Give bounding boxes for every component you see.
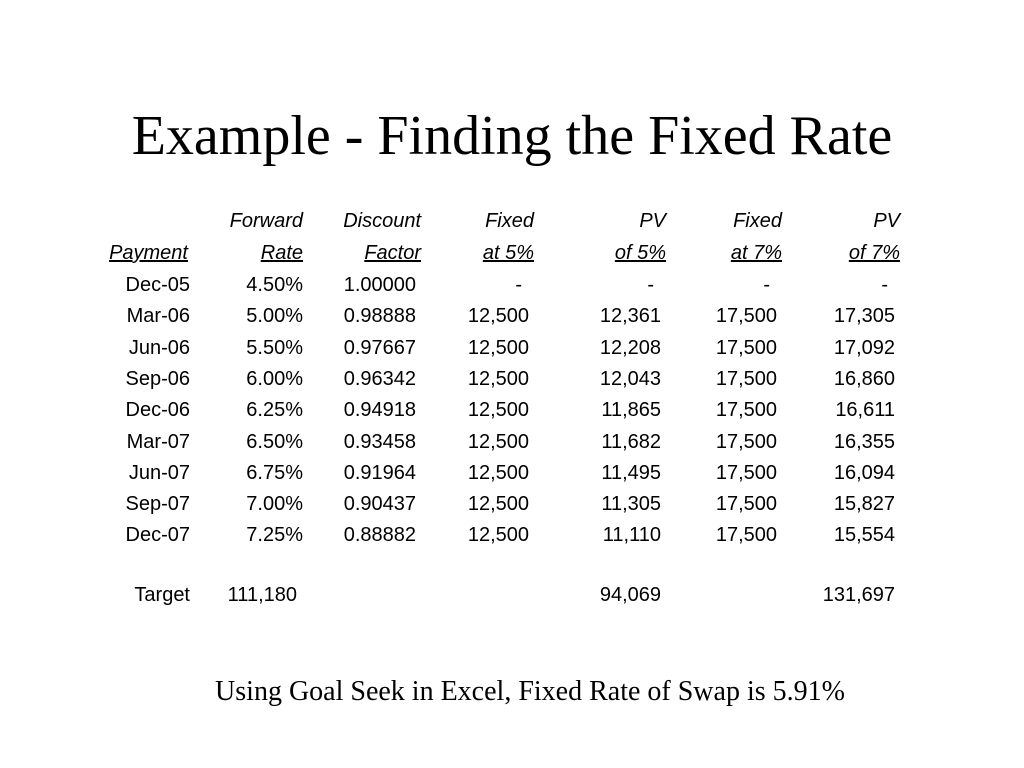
cell-forward-rate: 6.25% [246, 399, 303, 422]
cell-discount-factor: 0.90437 [343, 493, 416, 516]
cell-fixed-5: 12,500 [467, 493, 529, 516]
cell-forward-rate: 5.00% [246, 305, 303, 328]
cell-discount-factor: 0.88882 [343, 524, 416, 547]
cell-pv-7: 17,092 [833, 336, 895, 359]
cell-discount-factor: 0.93458 [343, 430, 416, 453]
cell-discount-factor: 0.97667 [343, 336, 416, 359]
cell-pv-5: 11,110 [602, 524, 661, 547]
subheader-discount-factor: Factor [364, 242, 421, 264]
cell-payment: Mar-06 [126, 305, 190, 328]
cell-fixed-5: 12,500 [467, 367, 529, 390]
cell-pv-5: 11,495 [601, 461, 661, 484]
cell-forward-rate: 5.50% [246, 336, 303, 359]
cell-fixed-7: 17,500 [715, 524, 777, 547]
cell-pv-5: 11,682 [601, 430, 661, 453]
cell-forward-rate: 7.00% [246, 493, 303, 516]
cell-forward-rate: 6.50% [246, 430, 303, 453]
cell-discount-factor: 0.96342 [343, 367, 416, 390]
cell-pv-7: 17,305 [833, 305, 895, 328]
cell-forward-rate: 7.25% [246, 524, 303, 547]
cell-forward-rate: 6.00% [246, 367, 303, 390]
cell-payment: Sep-07 [125, 493, 190, 516]
subheader-fixed-5: at 5% [482, 242, 534, 264]
header-fixed-5: Fixed [485, 210, 534, 232]
target-forward-rate: 111,180 [227, 584, 297, 606]
subheader-fixed-7: at 7% [730, 242, 782, 264]
cell-payment: Jun-06 [128, 336, 190, 359]
goal-seek-note: Using Goal Seek in Excel, Fixed Rate of Swap is 5.91% [215, 676, 845, 707]
cell-fixed-5: 12,500 [467, 461, 529, 484]
cell-pv-7: 16,094 [833, 461, 895, 484]
subheader-forward-rate: Rate [260, 242, 303, 264]
header-discount-factor: Discount [343, 210, 421, 232]
subheader-pv-5: of 5% [614, 242, 666, 264]
header-pv-5: PV [639, 210, 666, 232]
cell-pv-5: 12,361 [599, 305, 661, 328]
cell-payment: Mar-07 [126, 430, 190, 453]
cell-payment: Dec-05 [125, 274, 190, 296]
cell-pv-7: 15,827 [833, 493, 895, 516]
cell-fixed-7: - [763, 274, 770, 296]
cell-fixed-5: 12,500 [467, 524, 529, 547]
cell-pv-7: 16,611 [835, 399, 895, 422]
cell-fixed-7: 17,500 [715, 430, 777, 453]
target-pv-5: 94,069 [599, 584, 661, 606]
cell-fixed-7: 17,500 [715, 305, 777, 328]
slide-title: Example - Finding the Fixed Rate [131, 105, 893, 167]
forward-rate-table [0, 205, 1024, 625]
cell-forward-rate: 4.50% [246, 274, 303, 296]
cell-fixed-5: - [515, 274, 522, 296]
cell-discount-factor: 0.91964 [343, 461, 416, 484]
cell-fixed-5: 12,500 [467, 305, 529, 328]
cell-fixed-7: 17,500 [715, 367, 777, 390]
target-payment: Target [134, 584, 190, 606]
cell-pv-7: 16,355 [833, 430, 895, 453]
cell-fixed-7: 17,500 [715, 336, 777, 359]
cell-pv-5: 12,208 [599, 336, 661, 359]
cell-payment: Sep-06 [125, 367, 190, 390]
cell-fixed-5: 12,500 [467, 430, 529, 453]
cell-pv-7: 15,554 [833, 524, 895, 547]
cell-fixed-7: 17,500 [715, 399, 777, 422]
cell-forward-rate: 6.75% [246, 461, 303, 484]
cell-fixed-7: 17,500 [715, 461, 777, 484]
cell-discount-factor: 1.00000 [343, 274, 416, 296]
cell-pv-7: - [881, 274, 888, 296]
cell-fixed-7: 17,500 [715, 493, 777, 516]
header-forward-rate: Forward [229, 210, 303, 232]
header-pv-7: PV [873, 210, 900, 232]
cell-fixed-5: 12,500 [467, 336, 529, 359]
cell-pv-5: 11,305 [601, 493, 661, 516]
cell-payment: Dec-07 [125, 524, 190, 547]
cell-pv-5: - [647, 274, 654, 296]
subheader-pv-7: of 7% [848, 242, 900, 264]
target-pv-7: 131,697 [822, 584, 895, 606]
cell-pv-5: 11,865 [601, 399, 661, 422]
header-fixed-7: Fixed [733, 210, 782, 232]
cell-payment: Jun-07 [128, 461, 190, 484]
cell-fixed-5: 12,500 [467, 399, 529, 422]
cell-discount-factor: 0.94918 [343, 399, 416, 422]
cell-pv-7: 16,860 [833, 367, 895, 390]
cell-discount-factor: 0.98888 [343, 305, 416, 328]
subheader-payment: Payment [109, 242, 188, 264]
cell-payment: Dec-06 [125, 399, 190, 422]
cell-pv-5: 12,043 [599, 367, 661, 390]
